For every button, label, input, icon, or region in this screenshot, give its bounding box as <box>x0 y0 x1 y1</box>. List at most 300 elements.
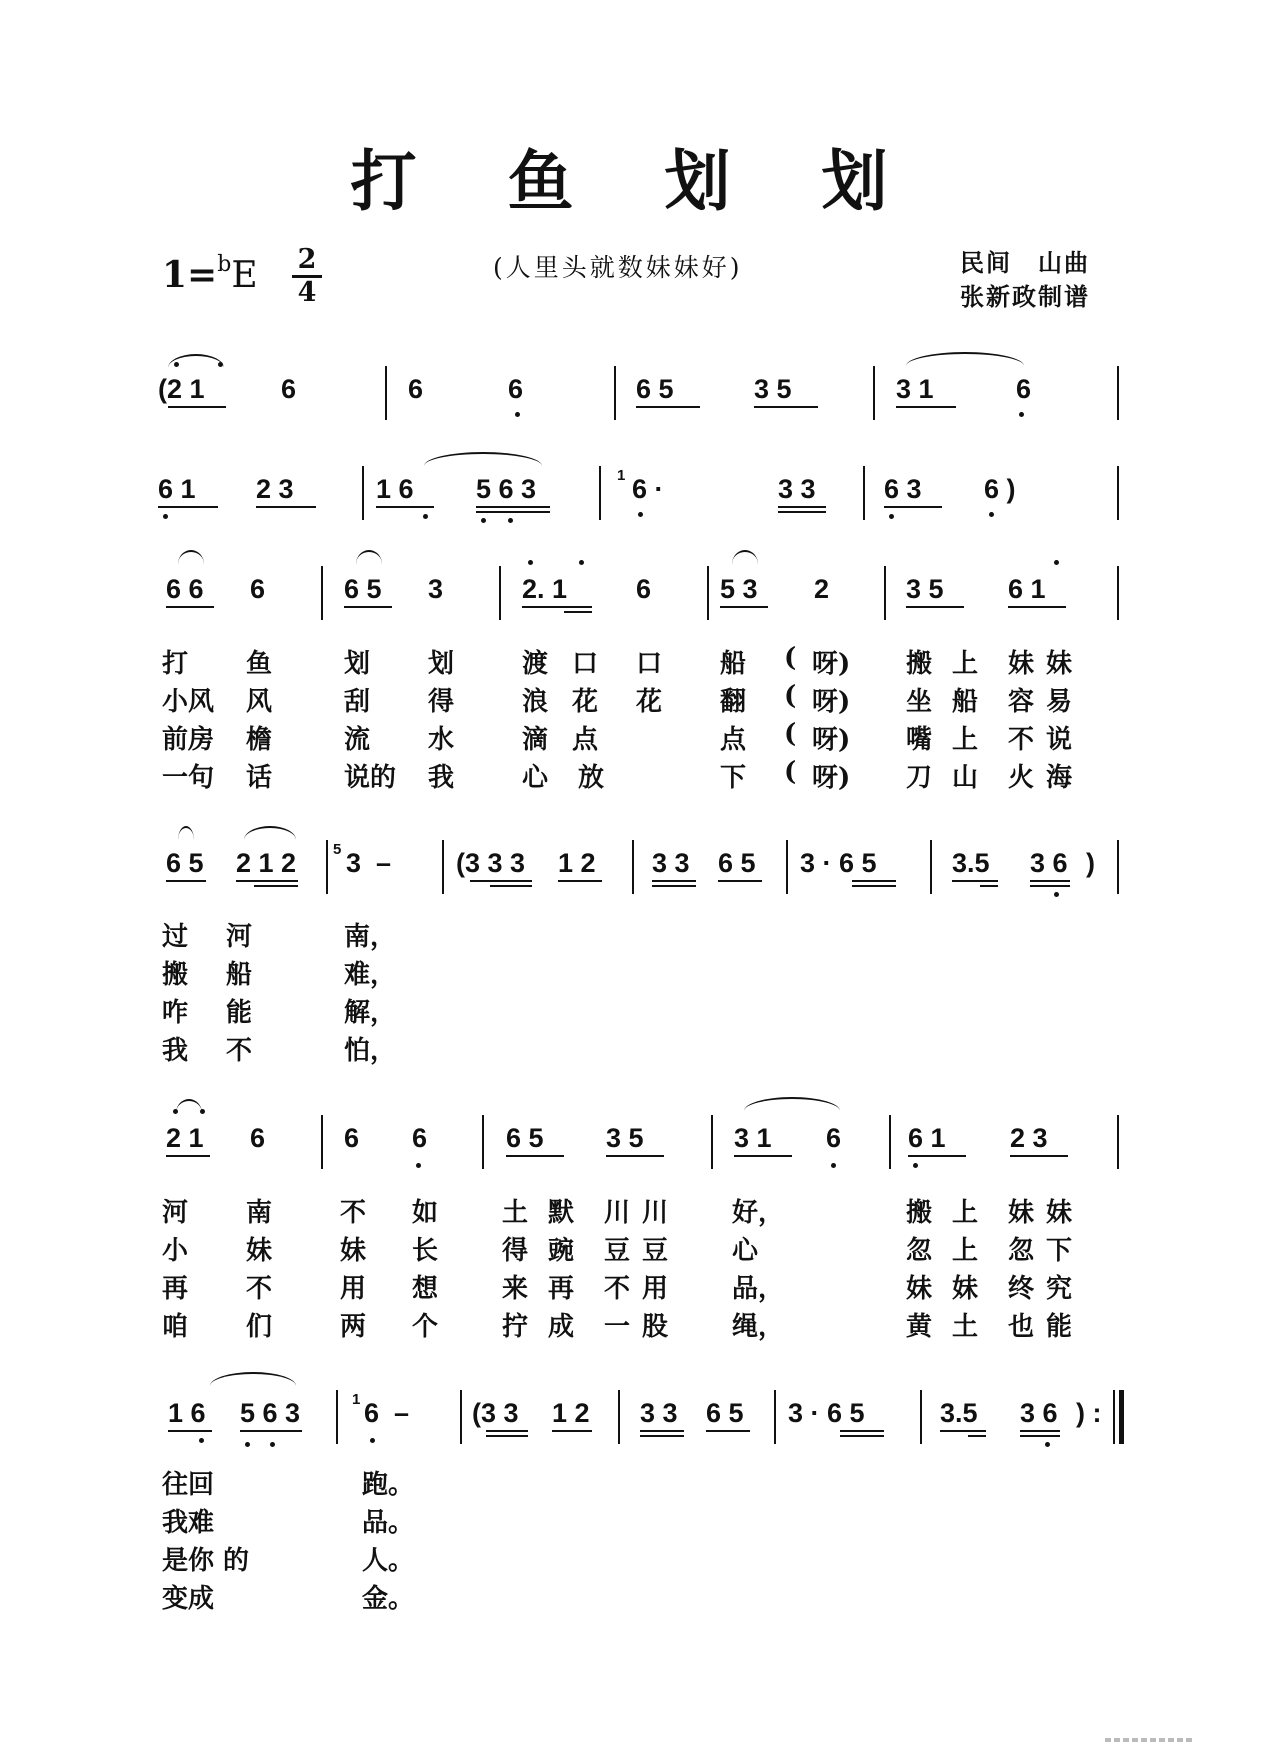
notation-row-3 <box>0 548 1272 628</box>
note-group: ) : <box>1076 1398 1102 1428</box>
lyric-syllable: 品。 <box>362 1508 415 1538</box>
bar-line <box>1117 840 1119 894</box>
note-group: 6 1 <box>1008 574 1046 604</box>
note-group: 5 3 <box>720 574 758 604</box>
lyric-syllable: 花 <box>636 687 663 717</box>
underline <box>640 1430 684 1432</box>
underline <box>254 885 298 887</box>
octave-dot <box>528 560 533 565</box>
lyric-syllable: 两 <box>340 1312 367 1342</box>
octave-dot <box>889 514 894 519</box>
underline <box>1030 885 1070 887</box>
note-group: 6 1 <box>908 1123 946 1153</box>
notation-row-2 <box>0 448 1272 528</box>
note-group: 3 · 6 5 <box>800 848 877 878</box>
bar-line <box>632 840 634 894</box>
underline <box>652 885 696 887</box>
octave-dot <box>370 1438 375 1443</box>
lyric-syllable: 搬 <box>906 1198 933 1228</box>
lyric-syllable: 终 <box>1008 1274 1035 1304</box>
lyric-syllable: 川 <box>642 1198 669 1228</box>
bar-line <box>321 566 323 620</box>
lyric-syllable: ( <box>784 719 797 749</box>
underline <box>168 1430 212 1432</box>
bar-line <box>920 1390 922 1444</box>
lyric-syllable: 搬 <box>906 649 933 679</box>
bar-line <box>385 366 387 420</box>
note-group: (2 1 <box>158 374 205 404</box>
lyric-syllable: 得 <box>502 1236 529 1266</box>
lyric-line <box>0 681 1272 715</box>
lyric-syllable: 小风 <box>162 687 215 717</box>
bar-line <box>711 1115 713 1169</box>
octave-dot <box>163 514 168 519</box>
lyric-syllable: 用 <box>340 1274 367 1304</box>
underline <box>718 880 762 882</box>
note-group: 2 3 <box>1010 1123 1048 1153</box>
lyric-syllable: 呀) <box>812 763 851 793</box>
underline <box>840 1430 884 1432</box>
bar-line <box>1113 1390 1115 1444</box>
underline <box>852 885 896 887</box>
lyric-syllable: 股 <box>642 1312 669 1342</box>
lyric-syllable: 难， <box>344 960 397 990</box>
notation-row-4 <box>0 822 1272 902</box>
note-group: 1 6 <box>168 1398 206 1428</box>
octave-dot <box>579 560 584 565</box>
lyric-syllable: 妹 <box>1008 649 1035 679</box>
note-group: 6 5 <box>718 848 756 878</box>
underline <box>1010 1155 1068 1157</box>
underline <box>908 1155 966 1157</box>
lyric-syllable: 上 <box>952 725 979 755</box>
lyric-syllable: 一 <box>604 1312 631 1342</box>
octave-dot <box>1045 1442 1050 1447</box>
lyric-syllable: 究 <box>1046 1274 1073 1304</box>
lyric-line <box>0 1306 1272 1340</box>
octave-dot <box>913 1163 918 1168</box>
underline <box>720 606 768 608</box>
lyric-syllable: 长 <box>412 1236 439 1266</box>
time-signature <box>292 246 322 307</box>
note-group: (3 3 <box>472 1398 519 1428</box>
lyric-syllable: 流 <box>344 725 371 755</box>
lyric-syllable: 话 <box>246 763 273 793</box>
bar-line <box>786 840 788 894</box>
slur <box>176 1099 202 1113</box>
note-group: 3 · 6 5 <box>788 1398 865 1428</box>
lyric-syllable: 妹 <box>1046 649 1073 679</box>
credit-arranger: 张新政制谱 <box>960 282 1090 311</box>
end-bar-line <box>1119 1390 1124 1444</box>
lyric-syllable: 不 <box>340 1198 367 1228</box>
lyric-syllable: 口 <box>636 649 663 679</box>
octave-dot <box>173 1109 178 1114</box>
key-letter: E <box>231 255 258 296</box>
note-group: 3 1 <box>896 374 934 404</box>
lyric-syllable: 滴 <box>522 725 549 755</box>
note-group: 1 2 <box>552 1398 590 1428</box>
note-group: 3 3 <box>652 848 690 878</box>
note-group: 3 1 <box>734 1123 772 1153</box>
underline <box>168 406 226 408</box>
note-group: 6 ) <box>984 474 1016 504</box>
note-group: 3.5 <box>952 848 990 878</box>
lyric-line <box>0 719 1272 753</box>
lyric-syllable: 小 <box>162 1236 189 1266</box>
lyric-syllable: 呀) <box>812 725 851 755</box>
bar-line <box>442 840 444 894</box>
lyric-syllable: 好， <box>732 1198 785 1228</box>
slur <box>178 826 194 840</box>
lyric-syllable: 我难 <box>162 1508 215 1538</box>
lyric-syllable: 忽 <box>906 1236 933 1266</box>
bar-line <box>614 366 616 420</box>
underline <box>896 406 956 408</box>
lyric-syllable: 人。 <box>362 1546 415 1576</box>
underline <box>486 1435 528 1437</box>
lyric-syllable: 我 <box>428 763 455 793</box>
lyric-syllable: 山 <box>952 763 979 793</box>
lyric-syllable: 品， <box>732 1274 785 1304</box>
lyric-syllable: 上 <box>952 1198 979 1228</box>
lyric-syllable: 不 <box>226 1036 253 1066</box>
lyric-line <box>0 757 1272 791</box>
note-group: 6 5 <box>166 848 204 878</box>
note-group: 6 <box>636 574 652 604</box>
underline <box>734 1155 792 1157</box>
lyric-line <box>0 643 1272 677</box>
lyric-syllable: 不 <box>1008 725 1035 755</box>
lyric-syllable: 默 <box>548 1198 575 1228</box>
bar-line <box>599 466 601 520</box>
underline <box>968 1435 986 1437</box>
lyric-syllable: 搬 <box>162 960 189 990</box>
slur <box>210 1372 296 1386</box>
lyric-line <box>0 1230 1272 1264</box>
lyric-syllable: 妹 <box>1046 1198 1073 1228</box>
note-group: 3 6 <box>1030 848 1068 878</box>
octave-dot <box>270 1442 275 1447</box>
lyric-syllable: 一句 <box>162 763 215 793</box>
lyric-syllable: 妹 <box>340 1236 367 1266</box>
underline <box>158 506 218 508</box>
lyric-syllable: 渡 <box>522 649 549 679</box>
bar-line <box>884 566 886 620</box>
underline <box>952 880 998 882</box>
lyric-syllable: 点 <box>572 725 599 755</box>
note-group: 2 1 2 <box>236 848 297 878</box>
underline <box>506 1155 564 1157</box>
note-group: 6 <box>412 1123 428 1153</box>
note-group: 2 1 <box>166 1123 204 1153</box>
bar-line <box>618 1390 620 1444</box>
note-group: 6 · <box>632 474 664 504</box>
octave-dot <box>245 1442 250 1447</box>
underline <box>486 1430 528 1432</box>
bar-line <box>362 466 364 520</box>
lyric-syllable: 用 <box>642 1274 669 1304</box>
credits <box>960 246 1090 314</box>
grace-note: 5 <box>333 841 342 858</box>
note-group: 1 6 <box>376 474 414 504</box>
note-group: 6 <box>408 374 424 404</box>
lyric-syllable: 点 <box>720 725 747 755</box>
underline <box>606 1155 664 1157</box>
underline <box>706 1430 750 1432</box>
underline <box>980 885 998 887</box>
lyric-syllable: 呀) <box>812 687 851 717</box>
lyric-syllable: 豆 <box>604 1236 631 1266</box>
bar-line <box>873 366 875 420</box>
underline <box>1020 1435 1060 1437</box>
underline <box>490 885 532 887</box>
note-group: 2 <box>814 574 830 604</box>
octave-dot <box>1054 892 1059 897</box>
lyric-syllable: 易 <box>1046 687 1073 717</box>
lyric-syllable: 海 <box>1046 763 1073 793</box>
note-group: 3 5 <box>606 1123 644 1153</box>
lyric-syllable: 心 <box>522 763 549 793</box>
lyric-syllable: 不 <box>604 1274 631 1304</box>
lyric-line <box>0 1502 1272 1536</box>
lyric-syllable: 咱 <box>162 1312 189 1342</box>
lyric-syllable: 拧 <box>502 1312 529 1342</box>
note-group: 3 3 <box>778 474 816 504</box>
lyric-line <box>0 1192 1272 1226</box>
lyric-syllable: 刮 <box>344 687 371 717</box>
lyric-syllable: 火 <box>1008 763 1035 793</box>
time-top: 2 <box>297 244 317 275</box>
octave-dot <box>199 1438 204 1443</box>
notation-row-5 <box>0 1097 1272 1177</box>
lyric-syllable: 花 <box>572 687 599 717</box>
lyric-syllable: ( <box>784 681 797 711</box>
underline <box>476 511 550 513</box>
lyric-syllable: 金。 <box>362 1584 415 1614</box>
lyric-syllable: 刀 <box>906 763 933 793</box>
lyric-line <box>0 1540 1272 1574</box>
lyric-line <box>0 1030 1272 1064</box>
note-group: 2. 1 <box>522 574 568 604</box>
underline <box>1020 1430 1060 1432</box>
lyric-syllable: 船 <box>952 687 979 717</box>
lyric-syllable: 来 <box>502 1274 529 1304</box>
lyric-syllable: 檐 <box>246 725 273 755</box>
lyric-syllable: 水 <box>428 725 455 755</box>
underline <box>852 880 896 882</box>
lyric-line <box>0 1578 1272 1612</box>
note-group: 1 2 <box>558 848 596 878</box>
lyric-syllable: 呀) <box>812 649 851 679</box>
lyric-syllable: 船 <box>226 960 253 990</box>
underline <box>652 880 696 882</box>
lyric-syllable: 妹 <box>906 1274 933 1304</box>
lyric-syllable: 划 <box>428 649 455 679</box>
note-group: 6 5 <box>506 1123 544 1153</box>
lyric-syllable: 划 <box>344 649 371 679</box>
underline <box>640 1435 684 1437</box>
bar-line <box>321 1115 323 1169</box>
bar-line <box>889 1115 891 1169</box>
lyric-syllable: 怕， <box>344 1036 397 1066</box>
bar-line <box>1117 1115 1119 1169</box>
slur <box>424 452 542 466</box>
lyric-syllable: 妹 <box>952 1274 979 1304</box>
underline <box>940 1430 986 1432</box>
slur <box>178 550 204 564</box>
note-group: 3 6 <box>1020 1398 1058 1428</box>
lyric-syllable: 土 <box>502 1198 529 1228</box>
lyric-syllable: 也 <box>1008 1312 1035 1342</box>
lyric-syllable: 不 <box>246 1274 273 1304</box>
bar-line <box>336 1390 338 1444</box>
lyric-syllable: 如 <box>412 1198 439 1228</box>
note-group: 6 <box>344 1123 360 1153</box>
note-group: 5 6 3 <box>476 474 537 504</box>
lyric-syllable: 绳， <box>732 1312 785 1342</box>
note-group: 6 <box>1016 374 1032 404</box>
lyric-syllable: 鱼 <box>246 649 273 679</box>
lyric-syllable: 妹 <box>246 1236 273 1266</box>
underline <box>376 506 434 508</box>
bar-line <box>499 566 501 620</box>
underline <box>1008 606 1066 608</box>
lyric-syllable: 船 <box>720 649 747 679</box>
underline <box>470 880 532 882</box>
lyric-syllable: ( <box>784 643 797 673</box>
lyric-syllable: 变成 <box>162 1584 215 1614</box>
underline <box>256 506 316 508</box>
lyric-syllable: 再 <box>548 1274 575 1304</box>
note-group: 6 <box>250 1123 266 1153</box>
note-group: 6 5 <box>706 1398 744 1428</box>
underline <box>778 506 826 508</box>
underline <box>166 1155 210 1157</box>
bar-line <box>1117 566 1119 620</box>
lyric-syllable: 下 <box>1046 1236 1073 1266</box>
credit-source: 民间 山曲 <box>960 248 1090 277</box>
lyric-syllable: 说的 <box>344 763 397 793</box>
octave-dot <box>416 1163 421 1168</box>
lyric-syllable: 风 <box>246 687 273 717</box>
lyric-syllable: 南， <box>344 922 397 952</box>
note-group: 6 <box>250 574 266 604</box>
note-group: 6 – <box>364 1398 410 1428</box>
octave-dot <box>174 362 179 367</box>
octave-dot <box>508 518 513 523</box>
lyric-syllable: 黄 <box>906 1312 933 1342</box>
octave-dot <box>831 1163 836 1168</box>
underline <box>522 606 592 608</box>
slur <box>244 826 296 840</box>
underline <box>778 511 826 513</box>
note-group: 3 <box>428 574 444 604</box>
lyric-line <box>0 954 1272 988</box>
lyric-syllable: 说 <box>1046 725 1073 755</box>
bar-line <box>707 566 709 620</box>
note-group: 3 – <box>346 848 392 878</box>
underline <box>552 1430 592 1432</box>
bar-line <box>482 1115 484 1169</box>
note-group: 6 5 <box>636 374 674 404</box>
lyric-syllable: 口 <box>572 649 599 679</box>
octave-dot <box>481 518 486 523</box>
lyric-syllable: ( <box>784 757 797 787</box>
underline <box>476 506 550 508</box>
underline <box>840 1435 884 1437</box>
note-group: 6 1 <box>158 474 196 504</box>
bar-line <box>1117 366 1119 420</box>
lyric-syllable: 个 <box>412 1312 439 1342</box>
octave-dot <box>1054 560 1059 565</box>
lyric-line <box>0 1268 1272 1302</box>
note-group: 6 <box>281 374 297 404</box>
note-group: 5 6 3 <box>240 1398 301 1428</box>
note-group: 3 5 <box>754 374 792 404</box>
note-group: 2 3 <box>256 474 294 504</box>
key-prefix: 1= <box>162 254 218 296</box>
octave-dot <box>200 1109 205 1114</box>
note-group: 6 <box>508 374 524 404</box>
underline <box>564 611 592 613</box>
note-group: 6 <box>826 1123 842 1153</box>
lyric-syllable: 河 <box>162 1198 189 1228</box>
note-group: 6 3 <box>884 474 922 504</box>
lyric-syllable: 前房 <box>162 725 215 755</box>
grace-note: 1 <box>352 1391 361 1408</box>
note-group: (3 3 3 <box>456 848 526 878</box>
lyric-syllable: 跑。 <box>362 1470 415 1500</box>
lyric-syllable: 想 <box>412 1274 439 1304</box>
octave-dot <box>515 412 520 417</box>
key-signature <box>162 252 258 296</box>
lyric-syllable: 过 <box>162 922 189 952</box>
lyric-syllable: 能 <box>1046 1312 1073 1342</box>
lyric-syllable: 我 <box>162 1036 189 1066</box>
underline <box>166 606 214 608</box>
lyric-syllable: 成 <box>548 1312 575 1342</box>
underline <box>1030 880 1070 882</box>
underline <box>906 606 964 608</box>
notation-row-1 <box>0 348 1272 428</box>
lyric-syllable: 往回 <box>162 1470 215 1500</box>
lyric-syllable: 土 <box>952 1312 979 1342</box>
lyric-syllable: 豆 <box>642 1236 669 1266</box>
lyric-syllable: 打 <box>162 649 189 679</box>
note-group: 3.5 <box>940 1398 978 1428</box>
score-title: 打 鱼 划 划 <box>350 142 922 220</box>
lyric-syllable: 嘴 <box>906 725 933 755</box>
octave-dot <box>1019 412 1024 417</box>
lyric-syllable: 容 <box>1008 687 1035 717</box>
note-group: 6 6 <box>166 574 204 604</box>
underline <box>636 406 700 408</box>
underline <box>884 506 942 508</box>
note-group: 6 5 <box>344 574 382 604</box>
lyric-syllable: 是你 的 <box>162 1546 250 1576</box>
underline <box>240 1430 302 1432</box>
lyric-syllable: 翻 <box>720 687 747 717</box>
slur <box>356 550 382 564</box>
slur <box>744 1097 840 1111</box>
bar-line <box>326 840 328 894</box>
lyric-syllable: 下 <box>720 763 747 793</box>
octave-dot <box>638 512 643 517</box>
underline <box>754 406 818 408</box>
slur <box>732 550 758 564</box>
lyric-syllable: 得 <box>428 687 455 717</box>
